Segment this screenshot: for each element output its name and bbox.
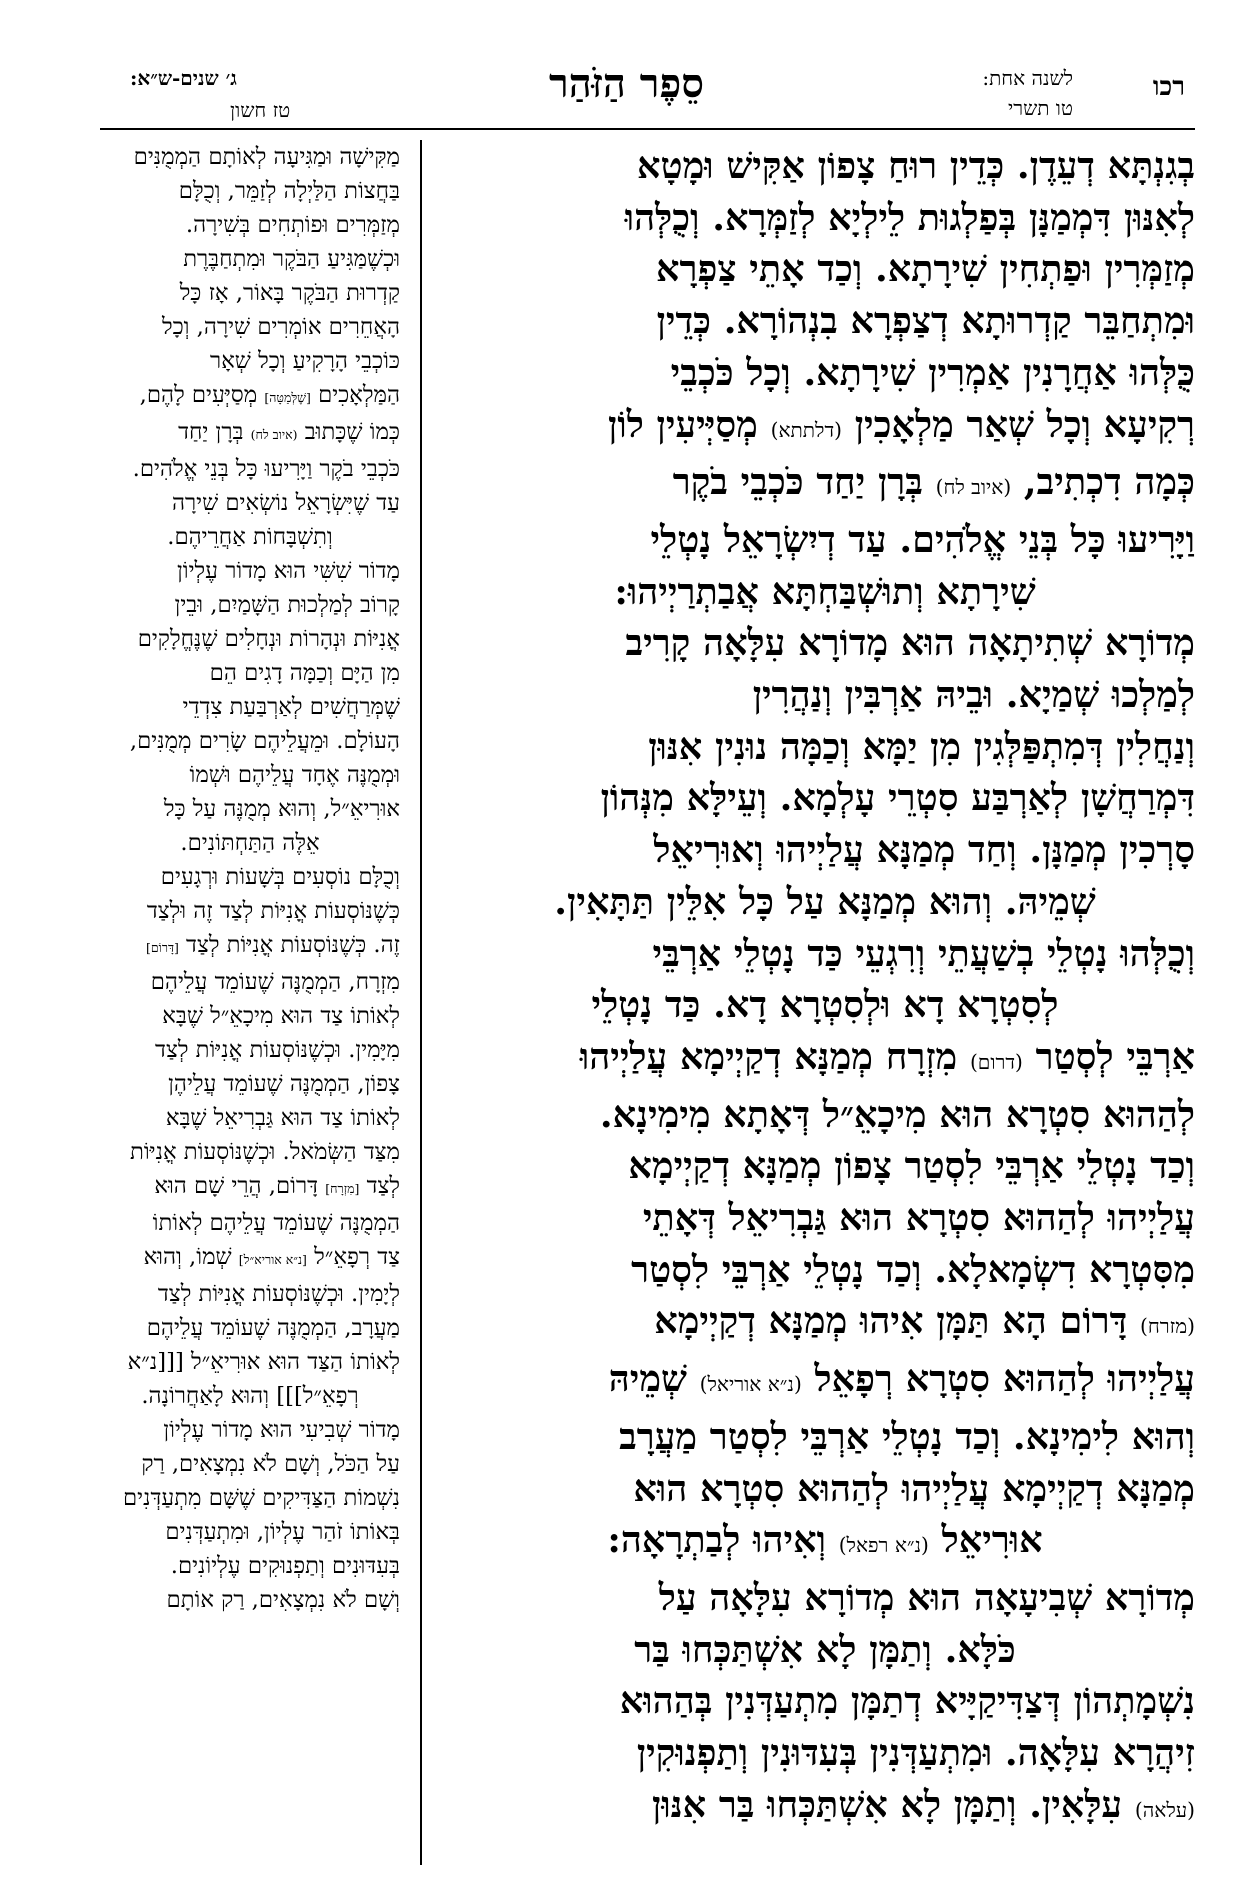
side-text-line: זֶה. כְּשֶׁנּוֹסְעוֹת אֳנִיּוֹת לְצַד [דָּרוֹם] (146, 932, 400, 958)
side-text-line: וְתִשְׁבָּחוֹת אַחֲרֵיהֶם. (167, 524, 333, 550)
main-text-line: וְכַד נָטְלֵי אַרְבֵּי לִסְטַר צָפוֹן מְמַנָּא דְקַיְימָא (628, 1144, 1195, 1188)
side-text-line: מִיָּמִין. וּכְשֶׁנּוֹסְעוֹת אֳנִיּוֹת לְצַד (155, 1037, 400, 1063)
header-rule (100, 128, 1195, 130)
side-text-line: מַעֲרָב, הַמְמֻנֶּה שֶׁעוֹמֵד עֲלֵיהֶם (146, 1315, 400, 1341)
main-text-line: עֲלַיְיהוּ לְהַהוּא סִטְרָא רְפָאֵל (נ״א אוריאל) שְׁמֵיהּ (608, 1357, 1195, 1401)
main-text-line: מְדוֹרָא שְׁבִיעָאָה הוּא מְדוֹרָא עִלָּאָה עַל (658, 1575, 1195, 1619)
main-text-line: זִיהֲרָא עִלָּאָה. וּמִתְעַדְּנִין בְּעִדּוּנִין וְתַפְנוּקִין (636, 1731, 1195, 1775)
main-text-line: כֻּלְּהוּ אַחֲרָנִין אַמְרִין שִׁירָתָא. וְכָל כֹּכְבֵי (670, 350, 1195, 394)
main-text-line: מְדוֹרָא שְׁתִיתָאָה הוּא מָדוֹרָא עִלָּאָה קָרִיב (625, 621, 1195, 665)
main-text-line: אַרְבֵּי לְסְטַר (דרום) מִזְרָח מְמַנָּא דְקַיְימָא עֲלַיְיהוּ (579, 1034, 1195, 1078)
side-text-line: לְיָמִין. וּכְשֶׁנּוֹסְעוֹת אֳנִיּוֹת לְצַד (157, 1281, 400, 1307)
main-text-line: וְנַחֲלִין דְּמִתְפַּלְּגִין מִן יַמָּא וְכַמָּה נוּנִין אִנּוּן (648, 724, 1195, 768)
side-text-line: לְאוֹתוֹ צַד הוּא מִיכָאֵ״ל שֶׁבָּא (162, 1003, 400, 1029)
main-text-line: שִׁירָתָא וְתוּשְׁבַּחְתָּא אֲבַתְרַיְיהוּ: (614, 569, 1036, 613)
side-text-line: הָאֲחֵרִים אוֹמְרִים שִׁירָה, וְכָל (161, 314, 400, 340)
side-text-line: וְכֻלָּם נוֹסְעִים בְּשָׁעוֹת וּרְגָעִים (160, 864, 400, 890)
side-text-line: כְּשֶׁנּוֹסְעוֹת אֳנִיּוֹת לְצַד זֶה וּלְצַד (146, 898, 400, 924)
hebrew-translation-text (100, 140, 400, 1617)
main-text-line: עֲלַיְיהוּ לְהַהוּא סִטְרָא הוּא גַּבְרִיאֵל דְּאָתֵי (642, 1196, 1195, 1240)
page-number: רכו (1152, 72, 1185, 102)
side-text-line: עַד שֶׁיִּשְׂרָאֵל נוֹשְׂאִים שִׁירָה (171, 490, 400, 516)
aramaic-main-text (455, 140, 1195, 1837)
side-text-line: עַל הַכֹּל, וְשָׁם לֹא נִמְצָאִים, רַק (141, 1451, 400, 1477)
side-text-line: מִן הַיָּם וְכַמָּה דָגִים הֵם (209, 660, 400, 686)
side-text-line: בְּאוֹתוֹ זֹהַר עֶלְיוֹן, וּמִתְעַדְּנִים (165, 1519, 400, 1545)
side-text-line: צָפוֹן, הַמְמֻנֶּה שֶׁעוֹמֵד עֲלֵיהֶן (168, 1071, 400, 1097)
reading-schedule-date: טו תשרי (1008, 96, 1073, 120)
side-text-line: רְפָאֵ״ל]]] וְהוּא לָאַחֲרוֹנָה. (141, 1383, 359, 1409)
side-text-line: צַד רְפָאֵ״ל [נ״א אוריא״ל] שְׁמוֹ, וְהוּא (143, 1244, 400, 1270)
side-text-line: הַמַּלְאָכִים [שֶׁלְּמַטָּה] מְסַיְּעִים לָהֶם, (139, 382, 400, 408)
main-text-line: שְׁמֵיהּ. וְהוּא מְמַנָּא עַל כָּל אִלֵּין תַּתָּאִין. (554, 879, 1096, 923)
main-text-line: לְהַהוּא סִטְרָא הוּא מִיכָאֵ״ל דְּאָתָא מִימִינָא. (599, 1092, 1195, 1136)
main-text-line: כְּמָה דִכְתִיב, (איוב לח) בְּרָן יַחַד כֹּכְבֵי בֹקֶר (672, 460, 1195, 504)
side-text-line: הַמְמֻנֶּה שֶׁעוֹמֵד עֲלֵיהֶם לְאוֹתוֹ (152, 1210, 400, 1236)
reading-schedule-year: לשנה אחת: (982, 66, 1073, 90)
side-text-line: הָעוֹלָם. וּמֵעֲלֵיהֶם שָׂרִים מְמֻנִּים, (129, 728, 400, 754)
alt-schedule-years: ג׳ שנים-ש״א: (130, 66, 237, 90)
side-text-line: קַדְרוּת הַבֹּקֶר בָּאוֹר, אָז כָּל (179, 280, 400, 306)
side-text-line: וְשָׁם לֹא נִמְצָאִים, רַק אוֹתָם (166, 1587, 400, 1613)
side-text-line: בְּעִדּוּנִים וְתַפְנוּקִים עֶלְיוֹנִים. (170, 1553, 400, 1579)
side-text-line: לְאוֹתוֹ הַצַּד הוּא אוּרִיאֵ״ל [[[נ״א (127, 1349, 400, 1375)
side-text-line: קָרוֹב לְמַלְכוּת הַשָּׁמַיִם, וּבֵין (174, 592, 400, 618)
main-text-line: דִּמְרַחֲשָׁן לְאַרְבַּע סִטְרֵי עָלְמָא. וְעֵילָּא מִנְּהוֹן (600, 776, 1195, 820)
side-text-line: כְּמוֹ שֶׁכָּתוּב (איוב לח) בְּרָן יַחַד (178, 419, 400, 445)
side-text-line: מַקִּישָׁה וּמַגִּיעָה לְאוֹתָם הַמְמֻנִּים (133, 144, 400, 170)
side-text-line: אוּרִיאֵ״ל, וְהוּא מְמֻנֶּה עַל כָּל (163, 796, 400, 822)
main-text-line: (מזרח) דָּרוֹם הָא תַּמָּן אִיהוּ מְמַנָּא דְקַיְימָא (654, 1299, 1195, 1343)
side-text-line: אֳנִיּוֹת וּנְהָרוֹת וּנְחָלִים שֶׁנֶּחֱלָקִים (137, 626, 400, 652)
side-text-line: בַּחֲצוֹת הַלַּיְלָה לְזַמֵּר, וְכֻלָּם (178, 178, 400, 204)
main-text-line: וְהוּא לִימִינָא. וְכַד נָטְלֵי אַרְבֵּי לִסְטַר מַעֲרָב (619, 1414, 1195, 1458)
main-text-line: כֹּלָּא. וְתַמָּן לָא אִשְׁתַּכְּחוּ בַּר (634, 1627, 1016, 1671)
side-text-line: לְצַד [מִזְרָח] דָּרוֹם, הֲרֵי שָׁם הוּא (154, 1173, 400, 1199)
side-text-line: שֶׁמְּרַחֲשִׁים לְאַרְבַּעַת צִדְדֵי (182, 694, 400, 720)
main-text-line: נִשְׁמָתְהוֹן דְּצַדִּיקַיָּיא דְתַמָּן מִתְעַדְּנִין בְּהַהוּא (619, 1679, 1195, 1723)
side-text-line: כּוֹכְבֵי הָרָקִיעַ וְכָל שְׁאָר (210, 348, 400, 374)
side-text-line: וּמְמֻנֶּה אֶחָד עֲלֵיהֶם וּשְׁמוֹ (189, 762, 400, 788)
side-text-line: לְאוֹתוֹ צַד הוּא גַּבְרִיאֵל שֶׁבָּא (165, 1105, 400, 1131)
side-text-line: מִצַּד הַשְּׂמֹאל. וּכְשֶׁנּוֹסְעוֹת אֳנִיּוֹת (130, 1139, 400, 1165)
main-text-line: לְאִנּוּן דִּמְמַנָּן בְּפַלְגוּת לֵילְיָא לְזַמְּרָא. וְכֻלְּהוּ (624, 195, 1195, 239)
main-text-line: מְמַנָּא דְקַיְימָא עֲלַיְיהוּ לְהַהוּא סִטְרָא הוּא (633, 1466, 1195, 1510)
page-title: סֵפֶר הַזֹּהַר (549, 60, 704, 107)
side-text-line: מִזְרָח, הַמְמֻנֶּה שֶׁעוֹמֵד עֲלֵיהֶם (150, 969, 400, 995)
side-text-line: אֵלֶּה הַתַּחְתּוֹנִים. (180, 830, 320, 856)
alt-schedule-date: טז חשון (230, 98, 291, 122)
side-text-line: וּכְשֶׁמַּגִּיעַ הַבֹּקֶר וּמִתְחַבֶּרֶת (183, 246, 400, 272)
main-text-line: אוּרִיאֵל (נ״א רפאל) וְאִיהוּ לְבַתְרָאָה: (607, 1518, 1043, 1562)
side-text-line: מָדוֹר שִׁשִּׁי הוּא מָדוֹר עֶלְיוֹן (177, 558, 400, 584)
side-text-line: נִשְׁמוֹת הַצַּדִּיקִים שֶׁשָּׁם מִתְעַדְּנִים (122, 1485, 400, 1511)
side-text-line: מָדוֹר שְׁבִיעִי הוּא מָדוֹר עֶלְיוֹן (163, 1417, 400, 1443)
main-text-line: (עלאה) עִלָּאִין. וְתַמָּן לָא אִשְׁתַּכְּחוּ בַּר אִנּוּן (652, 1782, 1195, 1826)
main-text-line: לְסִטְרָא דָא וּלְסִטְרָא דָא. כַּד נָטְלֵי (591, 983, 1059, 1027)
main-text-line: מִסִּטְרָא דִשְׂמָאלָא. וְכַד נָטְלֵי אַרְבֵּי לִסְטַר (631, 1247, 1195, 1291)
main-text-line: רְקִיעָא וְכָל שְׁאַר מַלְאָכִין (דלתתא) מְסַיְּיעִין לוֹן (608, 402, 1195, 446)
main-text-line: וּמִתְחַבֵּר קַדְרוּתָא דְצַפְרָא בִנְהוֹרָא. כְּדֵין (656, 299, 1195, 343)
side-text-line: מְזַמְּרִים וּפוֹתְחִים בְּשִׁירָה. (185, 212, 400, 238)
side-text-line: כֹּכְבֵי בֹקֶר וַיָּרִיעוּ כָּל בְּנֵי אֱלֹהִים. (132, 456, 400, 482)
main-text-line: בְגִנְתָּא דְעֵדֶן. כְּדֵין רוּחַ צָפוֹן אַקִּישׁ וּמָטָא (636, 144, 1195, 187)
main-text-line: סָרְכִין מְמַנָּן. וְחַד מְמַנָּא עֲלַיְיהוּ וְאוּרִיאֵל (653, 828, 1195, 872)
main-text-line: מְזַמְּרִין וּפַתְחִין שִׁירָתָא. וְכַד אָתֵי צַפְרָא (656, 247, 1195, 291)
main-text-line: לְמַלְכוּ שְׁמַיָא. וּבֵיהּ אַרְבִּין וְנַהֲרִין (752, 673, 1195, 717)
column-divider (420, 140, 422, 1865)
main-text-line: וְכֻלְּהוּ נָטְלֵי בְשַׁעֲתֵי וְרִגְעֵי כַּד נָטְלֵי אַרְבֵּי (652, 931, 1195, 975)
main-text-line: וַיָּרִיעוּ כָּל בְּנֵי אֱלֹהִים. עַד דְיִשְׂרָאֵל נָטְלֵי (650, 517, 1195, 561)
